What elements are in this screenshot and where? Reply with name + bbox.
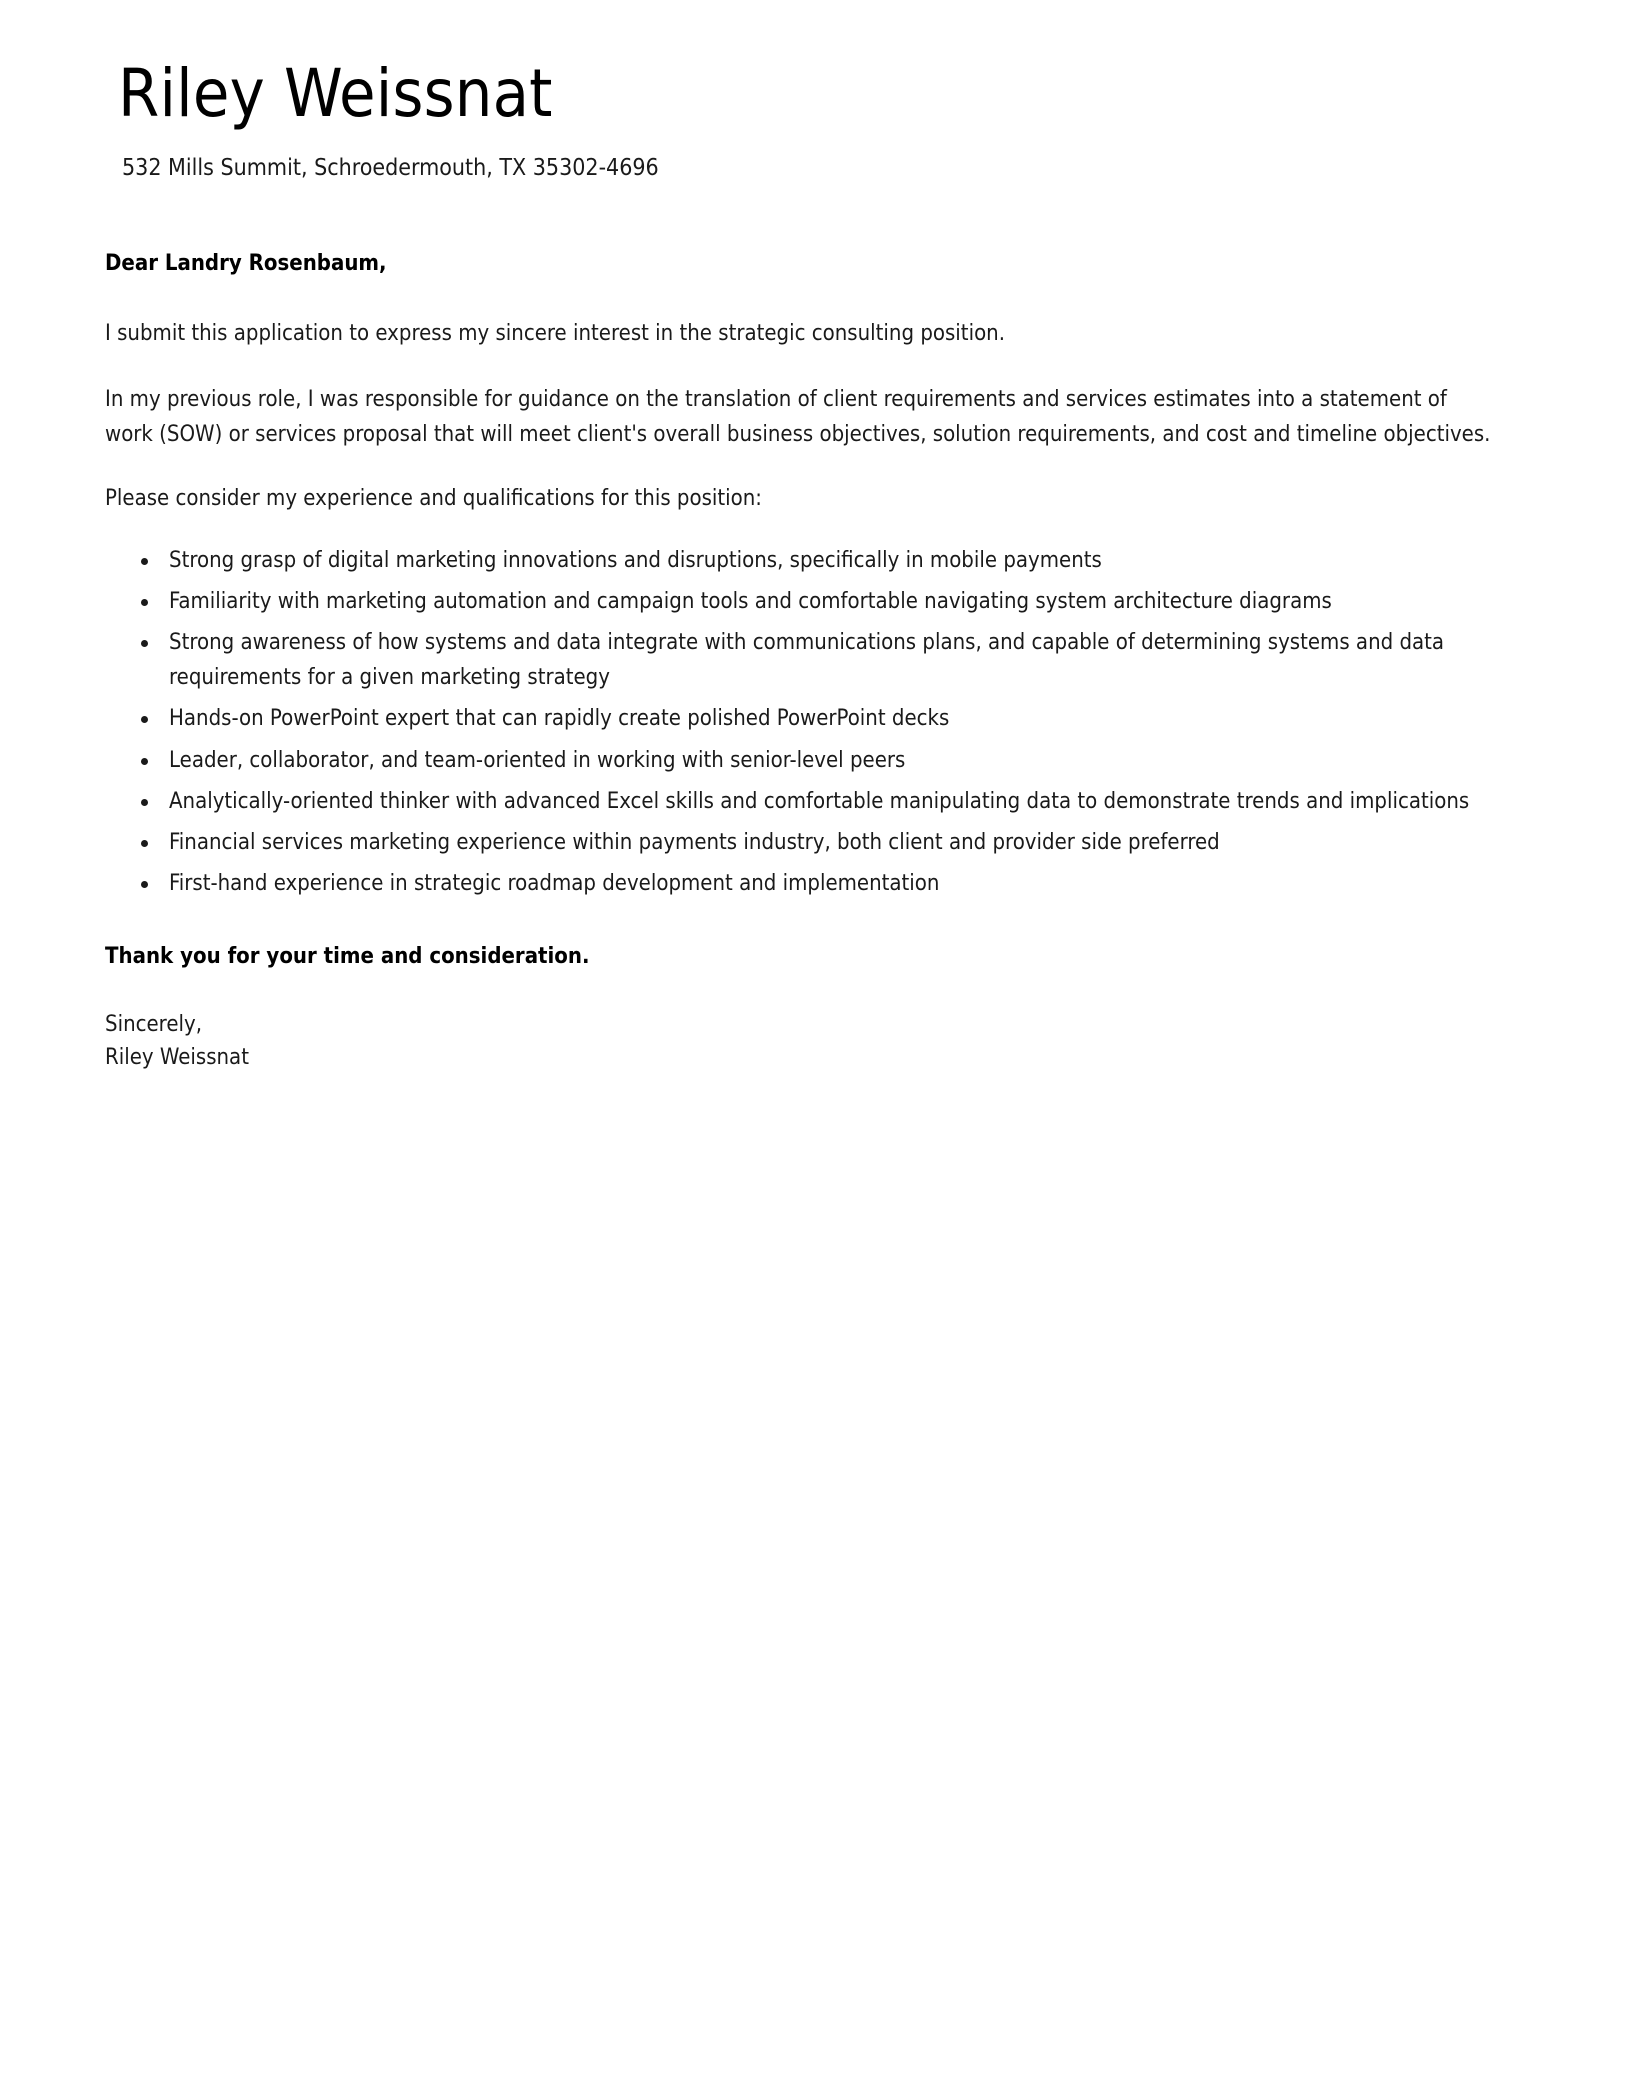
signoff-block [105,1009,1500,1074]
qualifications-list [105,543,1500,902]
intro-paragraph: I submit this application to express my sincere interest in the strategic consulting position. [105,321,1006,347]
salutation: Dear Landry Rosenbaum, [105,251,387,277]
qualifications-lead-in: Please consider my experience and qualifications for this position: [105,486,762,512]
experience-paragraph: In my previous role, I was responsible for guidance on the translation of client requirements and services estimates into a statement of work (SOW) or services proposal that will meet client's overall business objectives, solution requirements, and cost and timeline objectives. [105,386,1491,448]
list-item: Analytically-oriented thinker with advanced Excel skills and comfortable manipulating data to demonstrate trends and implications [133,784,1500,819]
letter-body [0,184,1632,1074]
applicant-name: Riley Weissnat [118,55,553,132]
list-item: Strong awareness of how systems and data integrate with communications plans, and capable of determining systems and data requirements for a given marketing strategy [133,625,1500,695]
signoff-valediction: Sincerely, [105,1012,203,1038]
list-item: Leader, collaborator, and team-oriented in working with senior-level peers [133,743,1500,778]
list-item: Strong grasp of digital marketing innovations and disruptions, specifically in mobile payments [133,543,1500,578]
list-item: Hands-on PowerPoint expert that can rapidly create polished PowerPoint decks [133,701,1500,736]
applicant-address: 532 Mills Summit, Schroedermouth, TX 35302-4696 [122,155,659,182]
list-item: Familiarity with marketing automation and campaign tools and comfortable navigating system architecture diagrams [133,584,1500,619]
closing-thanks: Thank you for your time and consideration. [105,944,590,970]
list-item: First-hand experience in strategic roadmap development and implementation [133,866,1500,901]
signoff-name: Riley Weissnat [105,1044,249,1070]
letter-header [0,0,1632,184]
list-item: Financial services marketing experience within payments industry, both client and provider side preferred [133,825,1500,860]
